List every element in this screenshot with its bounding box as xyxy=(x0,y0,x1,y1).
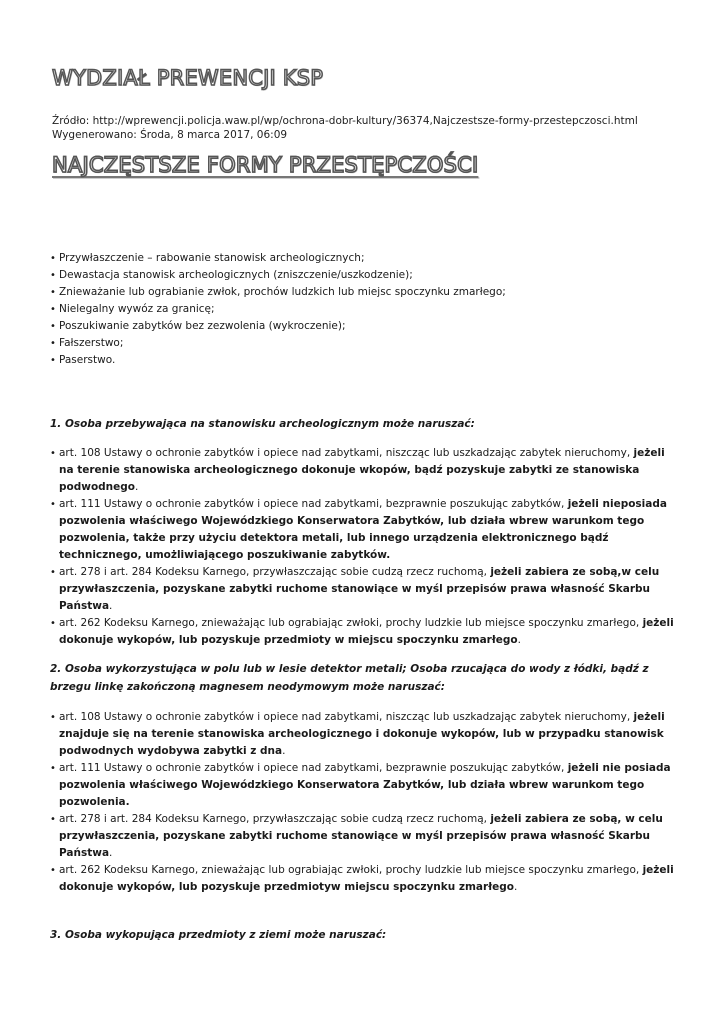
list-item: • Nielegalny wywóz za granicę; xyxy=(50,301,680,318)
item-tail: . xyxy=(517,634,521,646)
document-meta xyxy=(52,114,638,142)
generated-date: Wygenerowano: Środa, 8 marca 2017, 06:09 xyxy=(52,129,288,141)
section-2-list xyxy=(50,709,675,896)
list-item xyxy=(50,760,675,811)
list-item: • Dewastacja stanowisk archeologicznych (zniszczenie/uszkodzenie); xyxy=(50,267,680,284)
item-emphasis: jeżeli zabiera ze sobą, w celu przywłaszczenia, pozyskane zabytki ruchome stanowiące w myśl przepisów prawa własność Skarbu Państwa xyxy=(59,813,663,859)
item-text: art. 262 Kodeksu Karnego, znieważając lub ograbiając zwłoki, prochy ludzkie lub miejsce spoczynku zmarłego, xyxy=(59,617,643,629)
site-title: WYDZIAŁ PREWENCJI KSP xyxy=(52,66,324,90)
item-text: art. 111 Ustawy o ochronie zabytków i opiece nad zabytkami, bezprawnie poszukując zabytków, xyxy=(59,498,568,510)
item-text: art. 262 Kodeksu Karnego, znieważając lub ograbiając zwłoki, prochy ludzkie lub miejsce spoczynku zmarłego, xyxy=(59,864,643,876)
section-3-heading: 3. Osoba wykopująca przedmioty z ziemi może naruszać: xyxy=(50,929,387,941)
list-item xyxy=(50,496,675,564)
item-text: art. 278 i art. 284 Kodeksu Karnego, przywłaszczając sobie cudzą rzecz ruchomą, xyxy=(59,566,491,578)
list-item: • Przywłaszczenie – rabowanie stanowisk archeologicznych; xyxy=(50,250,680,267)
list-item: • Poszukiwanie zabytków bez zezwolenia (wykroczenie); xyxy=(50,318,680,335)
list-item xyxy=(50,564,675,615)
section-2-heading: 2. Osoba wykorzystująca w polu lub w lesie detektor metali; Osoba rzucająca do wody z łódki, bądź z brzegu linkę zakończoną magnesem neodymowym może naruszać: xyxy=(50,663,649,693)
item-emphasis: jeżeli zabiera ze sobą,w celu przywłaszczenia, pozyskane zabytki ruchome stanowiące w myśl przepisów prawa własność Skarbu Państwa xyxy=(59,566,660,612)
list-item xyxy=(50,811,675,862)
item-text: art. 111 Ustawy o ochronie zabytków i opiece nad zabytkami, bezprawnie poszukując zabytków, xyxy=(59,762,568,774)
item-emphasis: jeżeli na terenie stanowiska archeologicznego dokonuje wkopów, bądź pozyskuje zabytki ze stanowiska podwodnego xyxy=(59,447,665,493)
source-url: Źródło: http://wprewencji.policja.waw.pl/wp/ochrona-dobr-kultury/36374,Najczestsze-formy-przestepczosci.html xyxy=(52,115,638,127)
item-text: art. 108 Ustawy o ochronie zabytków i opiece nad zabytkami, niszcząc lub uszkadzając zabytek nieruchomy, xyxy=(59,711,634,723)
item-emphasis: jeżeli nie posiada pozwolenia właściwego Wojewódzkiego Konserwatora Zabytków, lub działa wbrew warunkom tego pozwolenia. xyxy=(59,762,671,808)
item-tail: . xyxy=(513,881,518,893)
section-1-heading: 1. Osoba przebywająca na stanowisku archeologicznym może naruszać: xyxy=(50,418,475,430)
item-tail: . xyxy=(109,847,113,859)
item-tail: . xyxy=(109,600,113,612)
list-item xyxy=(50,709,675,760)
item-emphasis: jeżeli nieposiada pozwolenia właściwego Wojewódzkiego Konserwatora Zabytków, lub działa wbrew warunkom tego pozwolenia, także przy użyciu detektora metali, lub innego urządzenia elektronicznego bądź technicznego, umożliwiającego poszukiwanie zabytków. xyxy=(59,498,667,561)
list-item: • Paserstwo. xyxy=(50,352,680,369)
list-item xyxy=(50,862,675,896)
list-item: • Znieważanie lub ograbianie zwłok, prochów ludzkich lub miejsc spoczynku zmarłego; xyxy=(50,284,680,301)
item-tail: . xyxy=(135,481,139,493)
item-emphasis: jeżeli dokonuje wykopów, lub pozyskuje przedmiotyw miejscu spoczynku zmarłego xyxy=(59,864,674,893)
item-text: art. 108 Ustawy o ochronie zabytków i opiece nad zabytkami, niszcząc lub uszkadzając zabytek nieruchomy, xyxy=(59,447,634,459)
item-tail: . xyxy=(282,745,286,757)
article-title: NAJCZĘSTSZE FORMY PRZESTĘPCZOŚCI xyxy=(52,153,479,177)
item-emphasis: jeżeli znajduje się na terenie stanowiska archeologicznego i dokonuje wykopów, lub w przypadku stanowisk podwodnych wydobywa zabytki z dna xyxy=(59,711,665,757)
list-item xyxy=(50,445,675,496)
list-item xyxy=(50,615,675,649)
item-emphasis: jeżeli dokonuje wykopów, lub pozyskuje przedmioty w miejscu spoczynku zmarłego xyxy=(59,617,674,646)
list-item: • Fałszerstwo; xyxy=(50,335,680,352)
section-1-list xyxy=(50,445,675,649)
crime-forms-list xyxy=(50,250,680,369)
item-text: art. 278 i art. 284 Kodeksu Karnego, przywłaszczając sobie cudzą rzecz ruchomą, xyxy=(59,813,491,825)
